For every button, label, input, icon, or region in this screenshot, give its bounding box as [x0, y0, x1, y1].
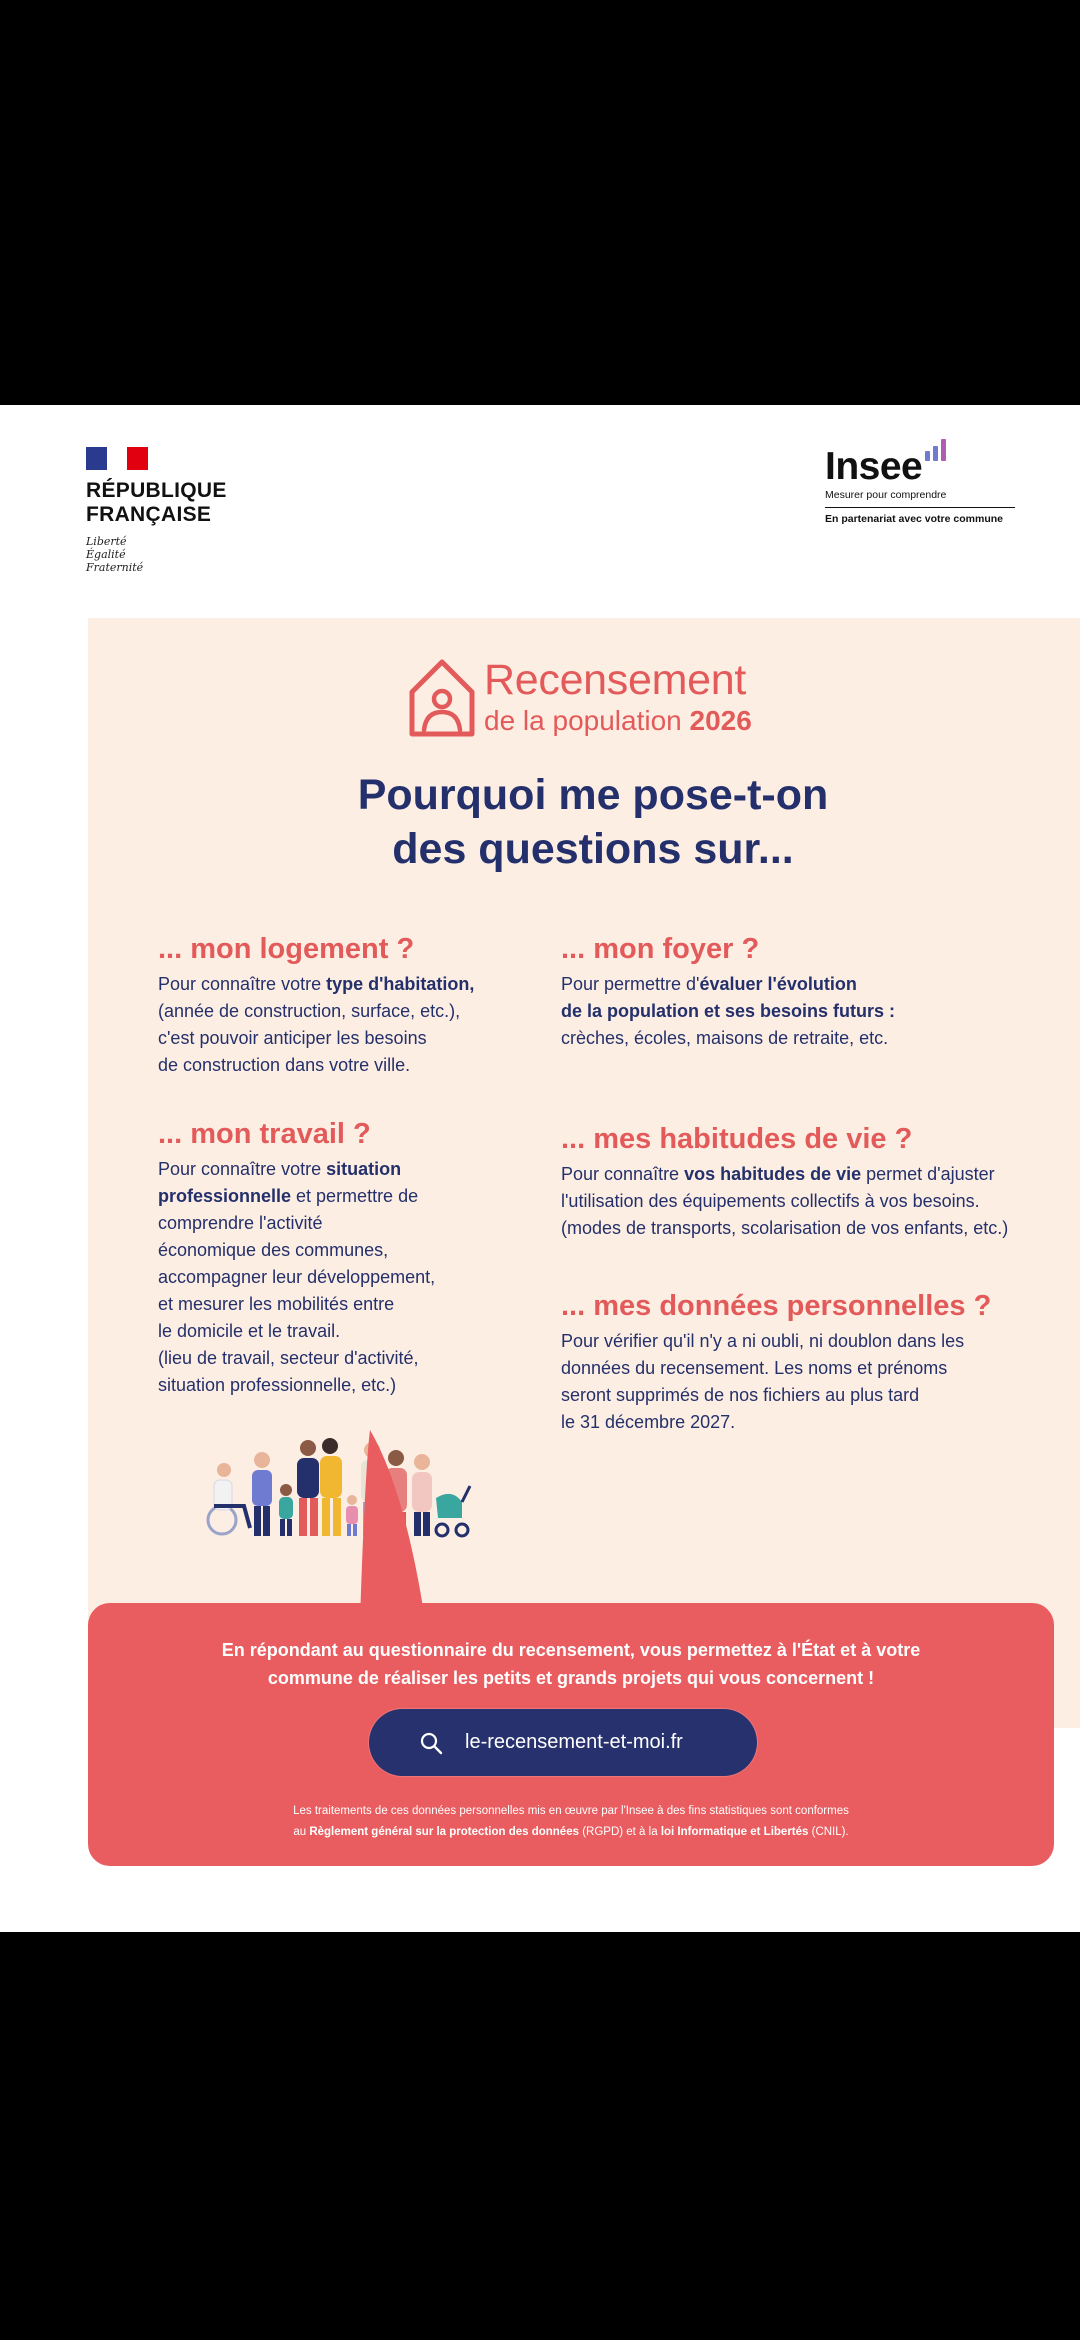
text: et permettre de: [291, 1186, 419, 1206]
text: accompagner leur développement,: [158, 1267, 436, 1287]
website-url[interactable]: le-recensement-et-moi.fr: [465, 1731, 683, 1753]
text: au: [293, 1826, 310, 1838]
cta-line2: commune de réaliser les petits et grands projets qui vous concernent !: [267, 1668, 875, 1688]
house-person-icon: [406, 654, 478, 740]
text: (lieu de travail, secteur d'activité,: [158, 1348, 419, 1368]
section-title: ... mon travail ?: [158, 1118, 371, 1150]
logo-subtitle: [484, 706, 752, 736]
emphasis: situation: [326, 1159, 402, 1179]
section-foyer: [561, 933, 1080, 1052]
text: Pour vérifier qu'il n'y a ni oubli, ni doublon dans les: [561, 1331, 965, 1351]
text: (RGPD) et à la: [579, 1826, 661, 1838]
section-body: [158, 971, 538, 1079]
headline-line2: des questions sur...: [392, 825, 794, 873]
section-travail: [158, 1118, 538, 1399]
logo-year: 2026: [689, 705, 752, 736]
republique-francaise-logo: [86, 447, 227, 574]
text: Pour permettre d': [561, 974, 700, 994]
insee-divider: [825, 507, 1015, 508]
text: c'est pouvoir anticiper les besoins: [158, 1028, 427, 1048]
text: le 31 décembre 2027.: [561, 1412, 736, 1432]
website-search-pill[interactable]: [369, 1709, 757, 1776]
text: de construction dans votre ville.: [158, 1055, 411, 1075]
cta-message: [128, 1636, 1014, 1692]
legal-notice: [128, 1801, 1014, 1843]
text: le domicile et le travail.: [158, 1321, 341, 1341]
rf-name-line2: FRANÇAISE: [86, 503, 212, 526]
insee-logo: [825, 439, 1015, 525]
section-title: ... mes données personnelles ?: [561, 1290, 992, 1322]
motto-egalite: Égalité: [86, 548, 126, 561]
rf-motto: [86, 535, 227, 574]
marianne-flag-icon: [86, 447, 148, 470]
emphasis: professionnelle: [158, 1186, 292, 1206]
text: Pour connaître votre: [158, 1159, 327, 1179]
motto-liberte: Liberté: [86, 535, 127, 548]
rf-name: [86, 479, 227, 527]
emphasis: loi Informatique et Libertés: [660, 1826, 809, 1838]
logo-title: Recensement: [484, 656, 747, 704]
section-body: [561, 1328, 1080, 1436]
text: (CNIL).: [808, 1826, 849, 1838]
legal-line2: [128, 1822, 1014, 1843]
insee-bars-icon: [925, 439, 946, 461]
text: crèches, écoles, maisons de retraite, etc.: [561, 1028, 889, 1048]
section-title: ... mon logement ?: [158, 933, 415, 965]
page-title: [88, 768, 1080, 876]
legal-line1: Les traitements de ces données personnelles mis en œuvre par l'Insee à des fins statistiques sont conformes: [293, 1805, 849, 1817]
text: Pour connaître votre: [158, 974, 327, 994]
cta-panel: [88, 1603, 1054, 1866]
recensement-logo: [406, 654, 786, 744]
section-title: ... mes habitudes de vie ?: [561, 1123, 913, 1155]
cta-line1: En répondant au questionnaire du recensement, vous permettez à l'État et à votre: [221, 1640, 921, 1660]
section-title: ... mon foyer ?: [561, 933, 760, 965]
emphasis: vos habitudes de vie: [684, 1164, 862, 1184]
text: situation professionnelle, etc.): [158, 1375, 397, 1395]
insee-partner: En partenariat avec votre commune: [825, 513, 1003, 525]
text: comprendre l'activité: [158, 1213, 323, 1233]
text: données du recensement. Les noms et prénoms: [561, 1358, 948, 1378]
insee-word: Insee: [825, 445, 923, 488]
insee-tagline: Mesurer pour comprendre: [825, 489, 947, 501]
section-habitudes: [561, 1123, 1080, 1242]
emphasis: type d'habitation,: [326, 974, 475, 994]
bubble-tail: [335, 1430, 485, 1620]
text: et mesurer les mobilités entre: [158, 1294, 395, 1314]
text: permet d'ajuster: [861, 1164, 995, 1184]
text: Pour connaître: [561, 1164, 685, 1184]
text: (modes de transports, scolarisation de vos enfants, etc.): [561, 1218, 1009, 1238]
emphasis: de la population et ses besoins futurs :: [561, 1001, 896, 1021]
section-donnees: [561, 1290, 1080, 1436]
section-logement: [158, 933, 538, 1079]
main-card: [88, 618, 1080, 1728]
motto-fraternite: Fraternité: [86, 561, 144, 574]
section-body: [561, 971, 1080, 1052]
text: (année de construction, surface, etc.),: [158, 1001, 461, 1021]
text: l'utilisation des équipements collectifs à vos besoins.: [561, 1191, 980, 1211]
search-icon: [419, 1731, 443, 1755]
text: seront supprimés de nos fichiers au plus tard: [561, 1385, 920, 1405]
logo-subtitle-text: de la population: [484, 705, 690, 736]
insee-wordmark: [825, 439, 1015, 487]
section-body: [561, 1161, 1080, 1242]
text: économique des communes,: [158, 1240, 389, 1260]
headline-line1: Pourquoi me pose-t-on: [357, 771, 829, 819]
section-body: [158, 1156, 538, 1399]
census-poster: [0, 405, 1080, 1932]
rf-name-line1: RÉPUBLIQUE: [86, 479, 227, 502]
emphasis: évaluer l'évolution: [699, 974, 857, 994]
emphasis: Règlement général sur la protection des données: [309, 1826, 579, 1838]
